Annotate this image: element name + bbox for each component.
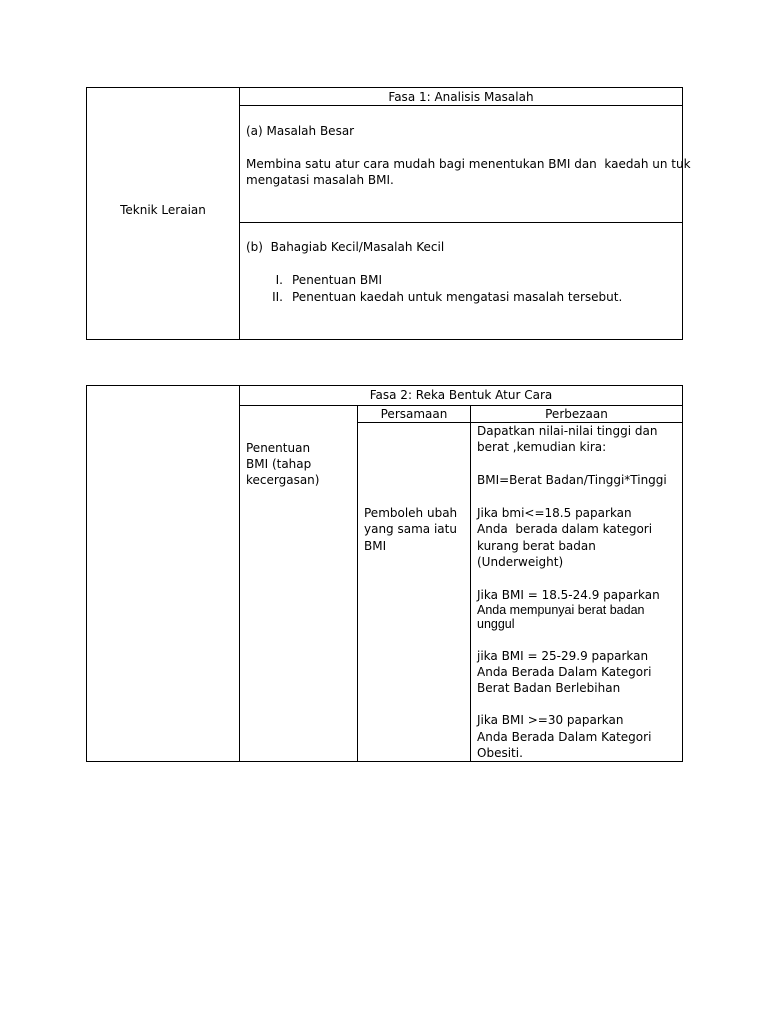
teknik-leraian-label: Teknik Leraian (120, 203, 206, 217)
perbezaan-line: kurang berat badan (477, 539, 596, 553)
row-label-line: Penentuan (246, 441, 311, 455)
list-item-text: Penentuan kaedah untuk mengatasi masalah tersebut. (292, 290, 623, 304)
section-a-title: (a) Masalah Besar (246, 124, 355, 138)
table-2-column-divider-2 (357, 405, 358, 762)
perbezaan-line: Berat Badan Berlebihan (477, 681, 621, 695)
column-header-persamaan: Persamaan (380, 407, 448, 421)
persamaan-text-line: yang sama iatu (364, 522, 457, 536)
perbezaan-line: Obesiti. (477, 746, 523, 760)
column-header-perbezaan: Perbezaan (545, 407, 608, 421)
table-2-column-divider-3 (470, 405, 471, 762)
perbezaan-line: Jika bmi<=18.5 paparkan (477, 506, 632, 520)
persamaan-text-line: BMI (364, 539, 387, 553)
list-item-number: I. (275, 273, 283, 287)
perbezaan-line: jika BMI = 25-29.9 paparkan (477, 649, 649, 663)
persamaan-text-line: Pemboleh ubah (364, 506, 458, 520)
table-1-section-divider (239, 222, 682, 223)
table-2-header: Fasa 2: Reka Bentuk Atur Cara (369, 388, 553, 402)
row-label-line: kecergasan) (246, 473, 320, 487)
row-label-line: BMI (tahap (246, 457, 312, 471)
perbezaan-line: Anda mempunyai berat badan (477, 603, 645, 617)
perbezaan-line: BMI=Berat Badan/Tinggi*Tinggi (477, 473, 667, 487)
table-1-header: Fasa 1: Analisis Masalah (388, 90, 534, 104)
perbezaan-line: Jika BMI >=30 paparkan (477, 713, 624, 727)
perbezaan-line: Anda Berada Dalam Kategori (477, 665, 652, 679)
table-1-header-divider (239, 105, 682, 106)
perbezaan-line: Anda Berada Dalam Kategori (477, 730, 652, 744)
section-b-title: (b) Bahagiab Kecil/Masalah Kecil (246, 240, 445, 254)
section-a-text-line-1: Membina satu atur cara mudah bagi menentukan BMI dan kaedah un tuk (246, 157, 691, 171)
perbezaan-line: berat ,kemudian kira: (477, 440, 607, 454)
perbezaan-line: Dapatkan nilai-nilai tinggi dan (477, 424, 658, 438)
section-a-text-line-2: mengatasi masalah BMI. (246, 173, 394, 187)
list-item-text: Penentuan BMI (292, 273, 382, 287)
perbezaan-line: unggul (477, 617, 515, 631)
perbezaan-line: (Underweight) (477, 555, 564, 569)
perbezaan-line: Anda berada dalam kategori (477, 522, 653, 536)
list-item-number: II. (272, 290, 283, 304)
table-2-column-divider-1 (239, 385, 240, 762)
table-1-column-divider (239, 87, 240, 340)
perbezaan-line: Jika BMI = 18.5-24.9 paparkan (477, 588, 660, 602)
